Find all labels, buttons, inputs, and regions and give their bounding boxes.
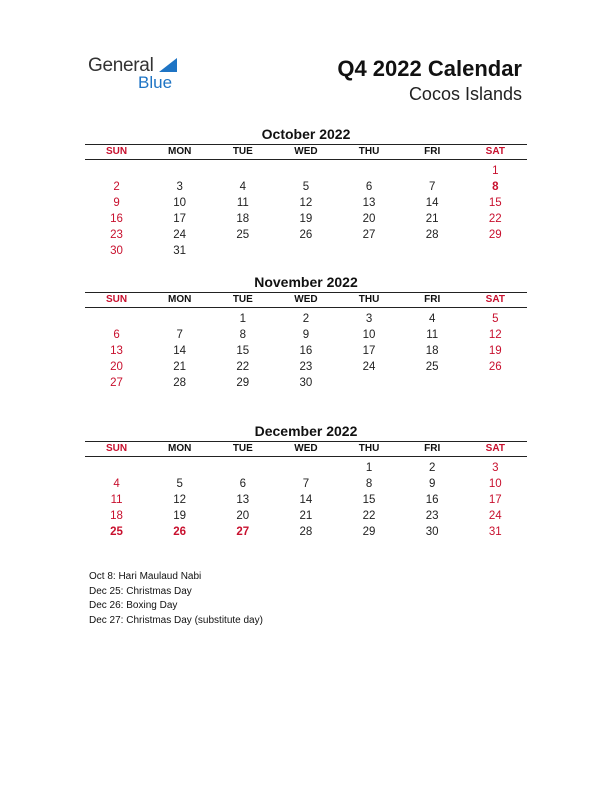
day-cell: 15 (236, 345, 250, 357)
week-row (85, 311, 527, 327)
month-title: November 2022 (254, 274, 358, 290)
weekday-label: SAT (485, 146, 505, 157)
day-cell (401, 375, 464, 391)
day-cell: 19 (488, 345, 502, 357)
day-cell: 12 (488, 329, 502, 341)
week-row (85, 460, 527, 476)
day-cell: 20 (362, 213, 376, 225)
day-cell: 27 (362, 229, 376, 241)
month-calendar (85, 125, 527, 259)
weekday-label: SAT (485, 443, 505, 454)
weekday-label: THU (358, 443, 380, 454)
day-cell: 22 (362, 510, 376, 522)
weekday-label: TUE (232, 146, 253, 157)
day-cell: 7 (176, 329, 183, 341)
week-row (85, 375, 527, 391)
day-cell: 29 (236, 377, 250, 389)
day-cell: 1 (365, 462, 373, 474)
day-cell: 2 (428, 462, 436, 474)
month-calendar (85, 273, 527, 391)
day-cell: 17 (488, 494, 502, 506)
week-row (85, 227, 527, 243)
day-cell (85, 460, 148, 476)
page-title: Q4 2022 Calendar (337, 56, 522, 81)
weekday-label: SUN (106, 146, 128, 157)
day-cell: 1 (492, 165, 499, 177)
weekday-label: SUN (106, 443, 128, 454)
day-cell (464, 243, 527, 259)
month-title: December 2022 (254, 423, 358, 439)
weekday-label: MON (168, 146, 192, 157)
week-row (85, 343, 527, 359)
weekday-label: THU (358, 146, 380, 157)
day-cell: 2 (113, 181, 120, 193)
week-row (85, 327, 527, 343)
day-cell: 1 (239, 313, 247, 325)
day-cell: 9 (113, 197, 120, 209)
logo-triangle-icon (159, 58, 177, 72)
day-cell: 14 (173, 345, 187, 357)
week-row (85, 243, 527, 259)
day-cell: 20 (236, 510, 250, 522)
day-cell: 20 (110, 361, 123, 373)
day-cell (274, 163, 337, 179)
weekday-label: THU (358, 294, 380, 305)
day-cell: 11 (110, 494, 123, 506)
day-cell (148, 163, 211, 179)
day-cell: 16 (299, 345, 313, 357)
day-cell: 5 (302, 181, 310, 193)
day-cell (338, 163, 401, 179)
weekday-label: FRI (424, 294, 441, 305)
week-row (85, 195, 527, 211)
day-cell: 16 (425, 494, 439, 506)
day-cell (85, 311, 148, 327)
month-title: October 2022 (261, 126, 351, 142)
day-cell (401, 163, 464, 179)
day-cell: 21 (425, 213, 439, 225)
day-cell: 3 (492, 462, 499, 474)
day-cell: 30 (299, 377, 313, 389)
day-cell (274, 243, 337, 259)
page-subtitle: Cocos Islands (408, 84, 522, 104)
day-cell: 26 (299, 229, 313, 241)
weekday-label: TUE (232, 294, 253, 305)
day-cell: 28 (425, 229, 439, 241)
day-cell: 25 (236, 229, 250, 241)
weekday-label: WED (294, 294, 318, 305)
day-cell: 5 (176, 478, 183, 490)
day-cell: 31 (173, 245, 187, 257)
day-cell: 30 (425, 526, 439, 538)
day-cell (464, 375, 527, 391)
week-row (85, 492, 527, 508)
week-row (85, 359, 527, 375)
day-cell: 4 (428, 313, 436, 325)
day-cell (85, 163, 148, 179)
day-cell: 18 (425, 345, 439, 357)
day-cell: 13 (236, 494, 250, 506)
week-row (85, 179, 527, 195)
day-cell: 15 (362, 494, 376, 506)
weekday-header (85, 292, 527, 308)
day-cell: 10 (173, 197, 187, 209)
day-cell: 27 (110, 377, 123, 389)
day-cell (338, 375, 401, 391)
day-cell: 8 (365, 478, 373, 490)
day-cell: 10 (488, 478, 502, 490)
holiday-day-cell: 26 (173, 526, 187, 538)
week-row (85, 211, 527, 227)
day-cell: 29 (362, 526, 376, 538)
day-cell: 21 (173, 361, 187, 373)
day-cell: 10 (362, 329, 376, 341)
day-cell: 11 (426, 329, 439, 341)
day-cell: 23 (110, 229, 123, 241)
day-cell: 4 (239, 181, 247, 193)
day-cell: 24 (362, 361, 376, 373)
day-cell: 22 (236, 361, 250, 373)
day-cell: 24 (173, 229, 187, 241)
logo (88, 55, 188, 95)
day-cell (211, 163, 274, 179)
week-row (85, 476, 527, 492)
weekday-label: SAT (485, 294, 505, 305)
weekday-label: WED (294, 146, 318, 157)
weekday-header (85, 441, 527, 457)
day-cell: 30 (110, 245, 123, 257)
day-cell: 25 (425, 361, 439, 373)
day-cell: 12 (173, 494, 187, 506)
day-cell: 23 (425, 510, 439, 522)
day-cell: 17 (362, 345, 376, 357)
week-row (85, 508, 527, 524)
day-cell: 23 (299, 361, 313, 373)
day-cell: 14 (299, 494, 313, 506)
day-cell: 31 (488, 526, 502, 538)
day-cell: 19 (299, 213, 313, 225)
weekday-label: MON (168, 443, 192, 454)
day-cell: 18 (236, 213, 250, 225)
day-cell: 3 (176, 181, 183, 193)
day-cell (148, 311, 211, 327)
weekday-label: FRI (424, 146, 441, 157)
day-cell: 15 (488, 197, 502, 209)
day-cell: 13 (110, 345, 123, 357)
day-cell: 6 (239, 478, 247, 490)
weekday-header (85, 144, 527, 160)
day-cell (274, 460, 337, 476)
holiday-note: Oct 8: Hari Maulaud Nabi (89, 571, 202, 582)
day-cell: 12 (299, 197, 313, 209)
day-cell: 17 (173, 213, 187, 225)
day-cell: 5 (492, 313, 499, 325)
day-cell: 4 (113, 478, 120, 490)
logo-text-blue: Blue (138, 73, 173, 92)
holiday-notes (89, 570, 263, 628)
holiday-day-cell: 8 (492, 181, 499, 193)
day-cell: 13 (362, 197, 376, 209)
day-cell: 16 (110, 213, 123, 225)
day-cell: 2 (302, 313, 310, 325)
month-calendar (85, 422, 527, 540)
holiday-note: Dec 27: Christmas Day (substitute day) (89, 614, 263, 626)
day-cell: 19 (173, 510, 187, 522)
week-row (85, 524, 527, 540)
day-cell: 29 (488, 229, 502, 241)
day-cell (211, 460, 274, 476)
logo-text-general: General (88, 55, 154, 76)
day-cell: 9 (428, 478, 436, 490)
day-cell (338, 243, 401, 259)
day-cell: 18 (110, 510, 123, 522)
day-cell: 7 (302, 478, 310, 490)
day-cell: 14 (425, 197, 439, 209)
day-cell: 6 (113, 329, 120, 341)
week-row (85, 163, 527, 179)
weekday-label: MON (168, 294, 192, 305)
day-cell: 7 (428, 181, 436, 193)
day-cell: 6 (365, 181, 373, 193)
day-cell: 28 (173, 377, 187, 389)
day-cell: 26 (488, 361, 502, 373)
holiday-day-cell: 25 (110, 526, 123, 538)
holiday-note: Dec 25: Christmas Day (89, 585, 192, 597)
holiday-day-cell: 27 (236, 526, 250, 538)
day-cell: 28 (299, 526, 313, 538)
day-cell: 22 (488, 213, 502, 225)
day-cell: 3 (365, 313, 373, 325)
day-cell (211, 243, 274, 259)
weekday-label: FRI (424, 443, 441, 454)
day-cell: 9 (302, 329, 310, 341)
day-cell: 11 (236, 197, 249, 209)
day-cell: 21 (299, 510, 313, 522)
day-cell (401, 243, 464, 259)
weekday-label: WED (294, 443, 318, 454)
weekday-label: TUE (232, 443, 253, 454)
weekday-label: SUN (106, 294, 128, 305)
holiday-note: Dec 26: Boxing Day (89, 600, 178, 611)
day-cell: 8 (239, 329, 247, 341)
day-cell (148, 460, 211, 476)
day-cell: 24 (488, 510, 502, 522)
